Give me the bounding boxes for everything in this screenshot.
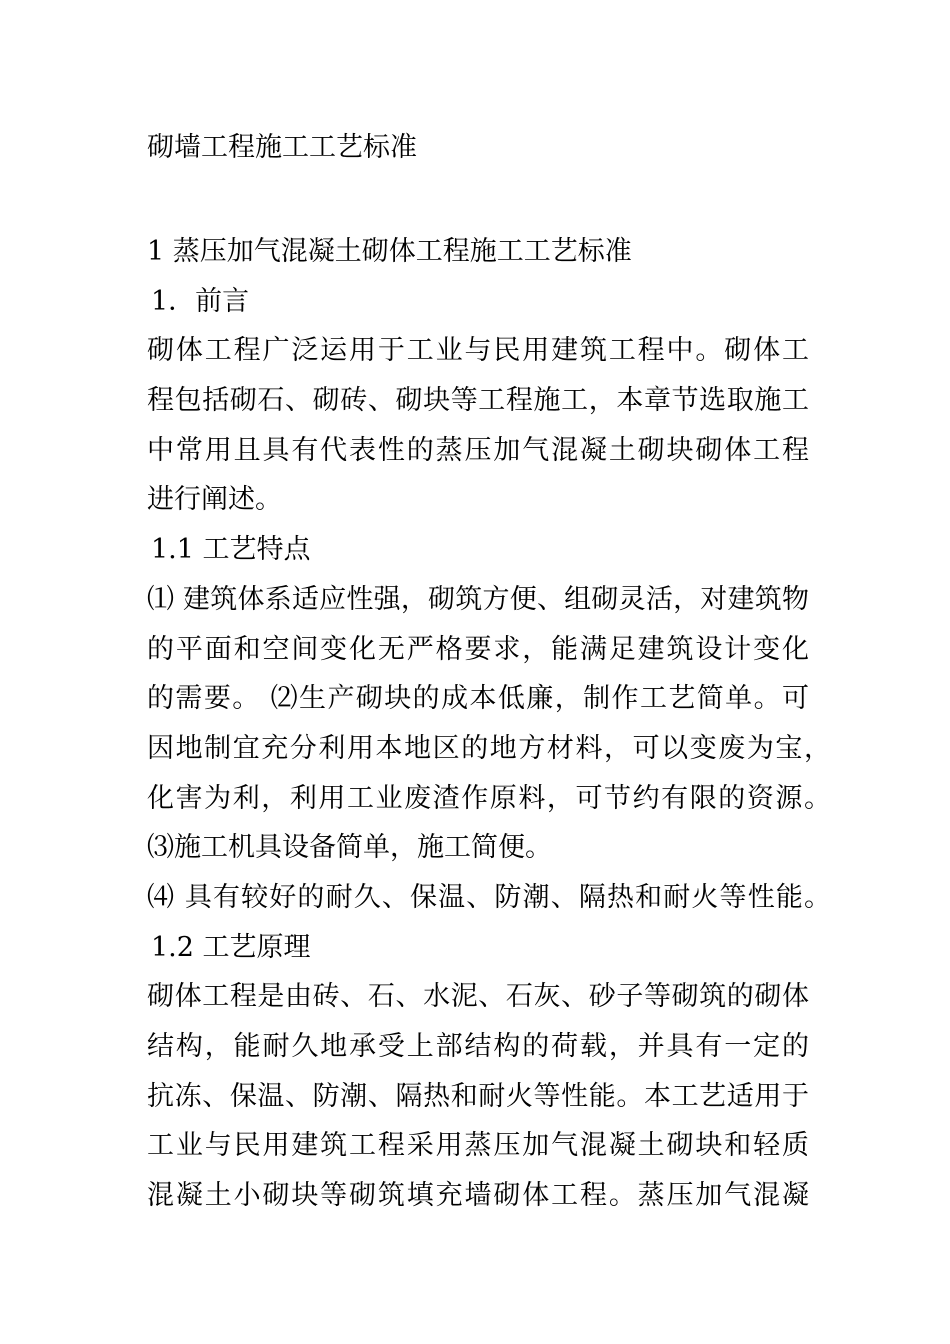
subsection-heading: 1.2 工艺原理 bbox=[151, 931, 311, 963]
paragraph-line: 程包括砌石、砌砖、砌块等工程施工，本章节选取施工 bbox=[147, 385, 809, 417]
section-heading: 1 蒸压加气混凝土砌体工程施工工艺标准 bbox=[147, 236, 632, 267]
paragraph-line: 进行阐述。 bbox=[147, 484, 282, 516]
document-title: 砌墙工程施工工艺标准 bbox=[147, 132, 417, 163]
subsection-heading: 1.1 工艺特点 bbox=[151, 534, 311, 566]
paragraph-line: 中常用且具有代表性的蒸压加气混凝土砌块砌体工程 bbox=[147, 434, 809, 466]
paragraph-line: 混凝土小砌块等砌筑填充墙砌体工程。蒸压加气混凝 bbox=[147, 1180, 809, 1212]
paragraph-line: 化害为利，利用工业废渣作原料，可节约有限的资源。 bbox=[147, 782, 831, 814]
document-body bbox=[147, 227, 837, 1221]
paragraph-line: 的需要。 ⑵生产砌块的成本低廉，制作工艺简单。可 bbox=[147, 683, 809, 715]
paragraph-line: ⑶施工机具设备简单，施工简便。 bbox=[147, 832, 552, 864]
paragraph-line: 抗冻、保温、防潮、隔热和耐火等性能。本工艺适用于 bbox=[147, 1080, 809, 1112]
paragraph-line: 砌体工程是由砖、石、水泥、石灰、砂子等砌筑的砌体 bbox=[147, 981, 809, 1013]
paragraph-line: ⑴ 建筑体系适应性强，砌筑方便、组砌灵活，对建筑物 bbox=[147, 583, 809, 615]
paragraph-line: 工业与民用建筑工程采用蒸压加气混凝土砌块和轻质 bbox=[147, 1130, 809, 1162]
subsection-heading: 1．前言 bbox=[151, 285, 250, 317]
paragraph-line: 因地制宜充分利用本地区的地方材料，可以变废为宝， bbox=[147, 732, 831, 764]
paragraph-line: ⑷ 具有较好的耐久、保温、防潮、隔热和耐火等性能。 bbox=[147, 881, 831, 913]
paragraph-line: 的平面和空间变化无严格要求，能满足建筑设计变化 bbox=[147, 633, 809, 665]
paragraph-line: 砌体工程广泛运用于工业与民用建筑工程中。砌体工 bbox=[147, 335, 809, 367]
paragraph-line: 结构，能耐久地承受上部结构的荷载，并具有一定的 bbox=[147, 1031, 809, 1062]
